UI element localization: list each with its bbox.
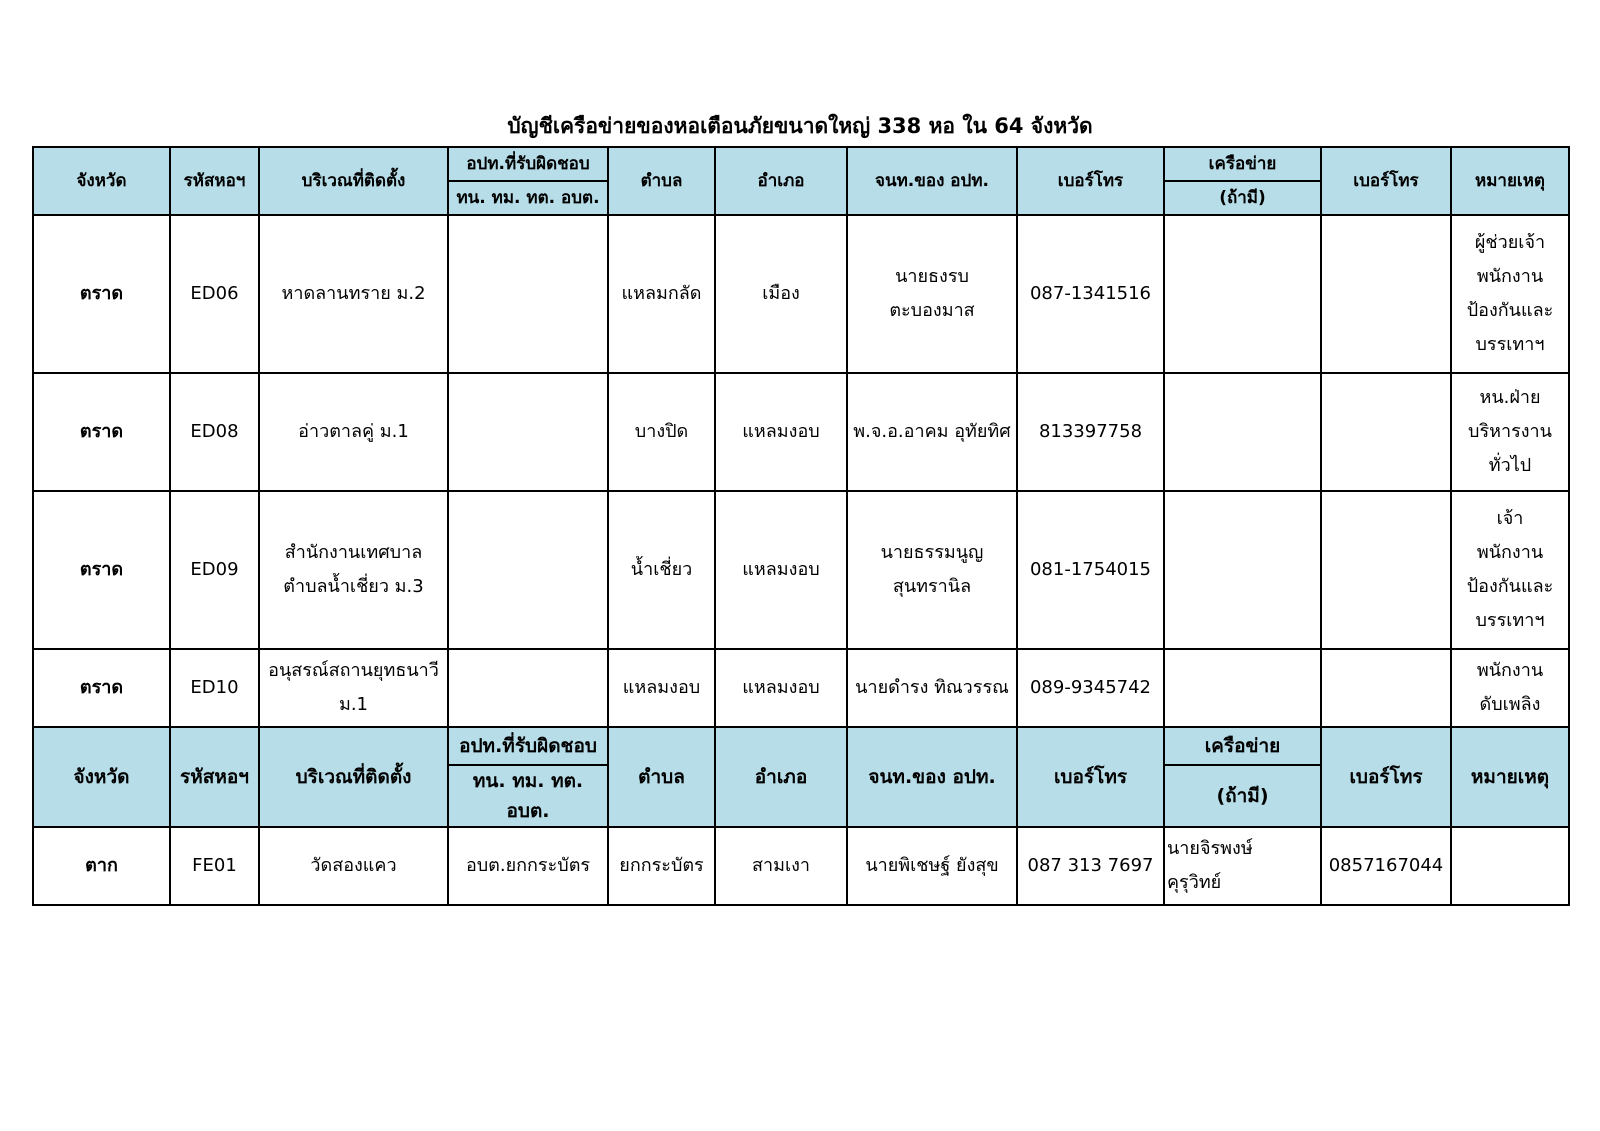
cell-remark-line: ดับเพลิง: [1479, 694, 1541, 715]
cell-network-line: คุรุวิทย์: [1167, 872, 1222, 893]
cell-network-phone: [1321, 373, 1451, 491]
cell-remark: [1451, 491, 1569, 649]
cell-remark: [1451, 649, 1569, 727]
cell-officer: [847, 649, 1017, 727]
cell-tower-code: ED09: [170, 491, 259, 649]
cell-remark: [1451, 827, 1569, 905]
cell-location: [259, 649, 448, 727]
cell-officer-line: สุนทรานิล: [892, 576, 972, 597]
cell-remark: [1451, 373, 1569, 491]
header-row: [33, 147, 1569, 181]
header-row: [33, 727, 1569, 765]
cell-location-line: สำนักงานเทศบาล: [284, 542, 423, 563]
cell-phone: 087-1341516: [1017, 215, 1164, 373]
cell-network: [1164, 491, 1321, 649]
col-header-tower-code: รหัสหอฯ: [170, 727, 259, 827]
cell-location: [259, 491, 448, 649]
cell-phone: 089-9345742: [1017, 649, 1164, 727]
cell-officer: [847, 215, 1017, 373]
cell-tambon: น้ำเชี่ยว: [608, 491, 715, 649]
col-header-officer: จนท.ของ อปท.: [847, 727, 1017, 827]
cell-amphoe: แหลมงอบ: [715, 373, 847, 491]
col-header-network-sub: (ถ้ามี): [1164, 181, 1321, 215]
cell-tower-code: ED08: [170, 373, 259, 491]
cell-remark: [1451, 215, 1569, 373]
col-header-location: บริเวณที่ติดตั้ง: [259, 727, 448, 827]
cell-tambon: แหลมกลัด: [608, 215, 715, 373]
table-row: [33, 649, 1569, 727]
cell-tambon: ยกกระบัตร: [608, 827, 715, 905]
cell-network: [1164, 827, 1321, 905]
cell-tower-code: FE01: [170, 827, 259, 905]
cell-network-phone: 0857167044: [1321, 827, 1451, 905]
cell-province: ตราด: [33, 373, 170, 491]
col-header-province: จังหวัด: [33, 727, 170, 827]
cell-network-phone: [1321, 649, 1451, 727]
cell-network: [1164, 649, 1321, 727]
col-header-location: บริเวณที่ติดตั้ง: [259, 147, 448, 215]
cell-org: อบต.ยกกระบัตร: [448, 827, 608, 905]
cell-remark-line: พนักงาน: [1476, 660, 1544, 681]
cell-location-line: ตำบลน้ำเชี่ยว ม.3: [283, 576, 424, 597]
cell-tambon: แหลมงอบ: [608, 649, 715, 727]
cell-network-phone: [1321, 491, 1451, 649]
cell-phone: 813397758: [1017, 373, 1164, 491]
cell-remark-line: ป้องกันและ: [1466, 576, 1554, 597]
cell-location-line: วัดสองแคว: [310, 855, 397, 876]
cell-remark-line: บรรเทาฯ: [1475, 610, 1545, 631]
col-header-network-phone: เบอร์โทร: [1321, 147, 1451, 215]
col-header-network-sub: (ถ้ามี): [1164, 765, 1321, 827]
col-header-remark: หมายเหตุ: [1451, 147, 1569, 215]
cell-network-line: นายจิรพงษ์: [1167, 838, 1253, 859]
cell-location: [259, 373, 448, 491]
cell-province: ตาก: [33, 827, 170, 905]
table-row: [33, 373, 1569, 491]
cell-amphoe: เมือง: [715, 215, 847, 373]
cell-location-line: อ่าวตาลคู่ ม.1: [298, 421, 409, 442]
col-header-org: อปท.ที่รับผิดชอบ: [448, 147, 608, 181]
cell-officer: [847, 373, 1017, 491]
cell-location: [259, 827, 448, 905]
table-row: [33, 215, 1569, 373]
col-header-officer: จนท.ของ อปท.: [847, 147, 1017, 215]
col-header-network-phone: เบอร์โทร: [1321, 727, 1451, 827]
col-header-org-sub: ทน. ทม. ทต. อบต.: [448, 181, 608, 215]
cell-tower-code: ED06: [170, 215, 259, 373]
cell-location-line: ม.1: [338, 694, 369, 715]
col-header-tower-code: รหัสหอฯ: [170, 147, 259, 215]
cell-phone: 081-1754015: [1017, 491, 1164, 649]
cell-province: ตราด: [33, 649, 170, 727]
cell-remark-line: ป้องกันและ: [1466, 300, 1554, 321]
cell-officer: [847, 491, 1017, 649]
cell-network-phone: [1321, 215, 1451, 373]
table-row: [33, 827, 1569, 905]
cell-org: [448, 373, 608, 491]
cell-officer: [847, 827, 1017, 905]
cell-location-line: อนุสรณ์สถานยุทธนาวี: [268, 660, 439, 681]
col-header-tambon: ตำบล: [608, 727, 715, 827]
cell-org: [448, 649, 608, 727]
cell-tambon: บางปิด: [608, 373, 715, 491]
cell-remark-line: ทั่วไป: [1488, 455, 1532, 476]
col-header-remark: หมายเหตุ: [1451, 727, 1569, 827]
col-header-province: จังหวัด: [33, 147, 170, 215]
col-header-org-sub: ทน. ทม. ทต. อบต.: [448, 765, 608, 827]
cell-network: [1164, 215, 1321, 373]
cell-amphoe: สามเงา: [715, 827, 847, 905]
col-header-org: อปท.ที่รับผิดชอบ: [448, 727, 608, 765]
col-header-amphoe: อำเภอ: [715, 727, 847, 827]
cell-remark-line: เจ้า: [1496, 508, 1524, 529]
cell-officer-line: ตะบองมาส: [889, 300, 975, 321]
tower-network-table: [32, 146, 1570, 906]
cell-location: [259, 215, 448, 373]
document-title: บัญชีเครือข่ายของหอเตือนภัยขนาดใหญ่ 338 หอ ใน 64 จังหวัด: [507, 114, 1093, 138]
cell-remark-line: บรรเทาฯ: [1475, 334, 1545, 355]
cell-province: ตราด: [33, 215, 170, 373]
cell-remark-line: หน.ฝ่าย: [1479, 387, 1541, 408]
cell-remark-line: ผู้ช่วยเจ้า: [1474, 232, 1546, 253]
cell-remark-line: บริหารงาน: [1468, 421, 1552, 442]
cell-officer-line: พ.จ.อ.อาคม อุทัยทิศ: [853, 421, 1011, 442]
cell-phone: 087 313 7697: [1017, 827, 1164, 905]
cell-location-line: หาดลานทราย ม.2: [281, 283, 426, 304]
col-header-phone: เบอร์โทร: [1017, 727, 1164, 827]
cell-tower-code: ED10: [170, 649, 259, 727]
col-header-amphoe: อำเภอ: [715, 147, 847, 215]
cell-province: ตราด: [33, 491, 170, 649]
cell-remark-line: พนักงาน: [1476, 266, 1544, 287]
cell-amphoe: แหลมงอบ: [715, 649, 847, 727]
cell-officer-line: นายดำรง ทิณวรรณ: [855, 677, 1009, 698]
cell-amphoe: แหลมงอบ: [715, 491, 847, 649]
cell-org: [448, 215, 608, 373]
cell-officer-line: นายธงรบ: [895, 266, 969, 287]
cell-officer-line: นายธรรมนูญ: [880, 542, 984, 563]
table-row: [33, 491, 1569, 649]
cell-org: [448, 491, 608, 649]
col-header-network: เครือข่าย: [1164, 147, 1321, 181]
cell-network: [1164, 373, 1321, 491]
col-header-tambon: ตำบล: [608, 147, 715, 215]
cell-remark-line: พนักงาน: [1476, 542, 1544, 563]
cell-officer-line: นายพิเชษฐ์ ยังสุข: [865, 855, 999, 876]
col-header-network: เครือข่าย: [1164, 727, 1321, 765]
col-header-phone: เบอร์โทร: [1017, 147, 1164, 215]
